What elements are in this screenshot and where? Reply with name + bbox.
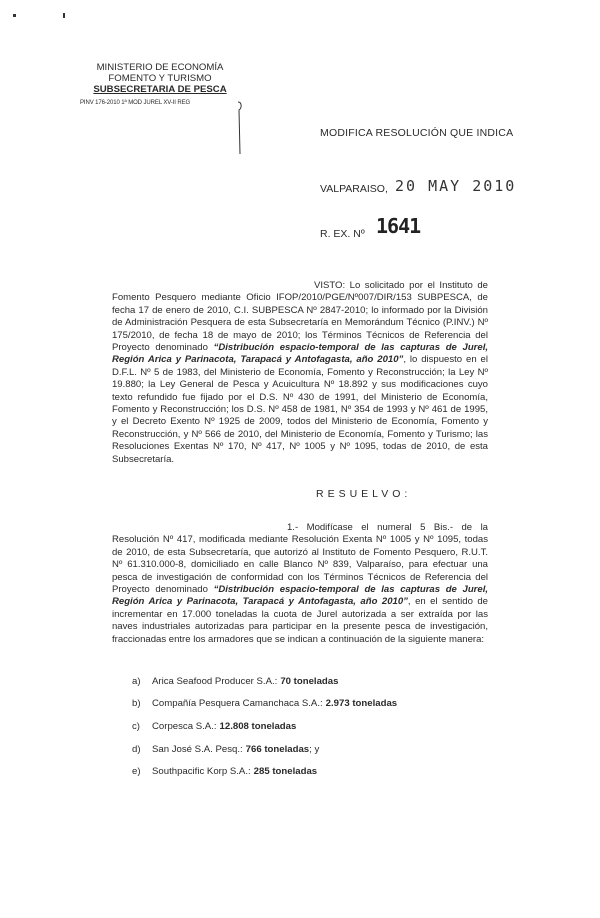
list-letter: c) <box>132 720 140 732</box>
visto-project-name: “Distribución espacio-temporal de las capturas de Jurel, Región Arica y Parinacota, Tarapacá y Antofagasta, año 2010” <box>112 342 488 366</box>
resolution-number: 1641 <box>376 214 421 238</box>
article-1-project-name: “Distribución espacio-temporal de las capturas de Jurel, Región Arica y Parinacota, Tarapacá y Antofagasta, año 2010” <box>112 584 488 608</box>
list-item <box>132 693 397 716</box>
resolution-label: R. EX. Nº <box>320 228 365 240</box>
list-letter: b) <box>132 698 141 710</box>
company-name: Corpesca S.A.: <box>152 720 217 732</box>
visto-label: VISTO: <box>314 280 346 291</box>
quota-amount: 2.973 toneladas <box>325 698 398 710</box>
header-ministry-2: FOMENTO Y TURISMO <box>108 73 212 85</box>
list-item <box>132 760 397 783</box>
quota-amount: 12.808 toneladas <box>219 720 297 732</box>
company-name: Compañía Pesquera Camanchaca S.A.: <box>152 698 323 710</box>
list-item <box>132 670 397 693</box>
visto-paragraph <box>112 280 488 466</box>
header-reference: PINV 176-2010 1ª MOD JUREL XV-II REG <box>80 100 191 106</box>
quota-list <box>132 670 397 783</box>
institution-header <box>80 62 240 96</box>
list-letter: d) <box>132 743 141 755</box>
header-ministry: MINISTERIO DE ECONOMÍA <box>96 62 224 73</box>
quota-amount: 70 toneladas <box>280 675 339 687</box>
resuelvo-heading: RESUELVO: <box>316 488 412 500</box>
place-label: VALPARAISO, <box>320 183 388 195</box>
quota-amount: 285 toneladas <box>253 766 318 778</box>
visto-text-1: Lo solicitado por el Instituto de Fomento Pesquero mediante Oficio IFOP/2010/PGE/Nº007/DIR/153 SUBPESCA, de fecha 17 de enero de 2010, C.I. SUBPESCA Nº 2847-2010; lo informado por la División de Administración Pesquera de esta Subsecretaría en Memorándum Técnico (P.INV.) Nº 175/2010, de fecha 18 de mayo de 2010; los Términos Técnicos de Referencia del Proyecto denominado <box>112 280 488 354</box>
header-subsecretaria: SUBSECRETARIA DE PESCA <box>93 84 227 96</box>
article-1-text-1: 1.- Modifícase el numeral 5 Bis.- de la Resolución Nº 417, modificada mediante Resolución Exenta Nº 1005 y Nº 1095, todas de 2010, de esta Subsecretaría, que autorizó al Instituto de Fomento Pesquero, R.U.T. Nº 61.310.000-8, domiciliado en calle Blanco Nº 839, Valparaíso, para efectuar una pesca de investigación de conformidad con los Términos Técnicos de Referencia del Proyecto denominado <box>112 522 488 596</box>
resolution-article-1 <box>112 522 488 646</box>
company-name: Arica Seafood Producer S.A.: <box>152 675 278 687</box>
company-name: San José S.A. Pesq.: <box>152 743 243 755</box>
list-tail: ; y <box>309 743 320 755</box>
visto-text-2: , lo dispuesto en el D.F.L. Nº 5 de 1983, del Ministerio de Economía, Fomento y Reconstrucción; la Ley Nº 19.880; la Ley General de Pesca y Acuicultura Nº 18.892 y sus modificaciones cuyo texto refundido fue fijado por el D.S. Nº 430 de 1991, del Ministerio de Economía, Fomento y Reconstrucción; los D.S. Nº 458 de 1981, Nº 354 de 1993 y Nº 461 de 1995, y el Decreto Exento Nº 1925 de 2009, todos del Ministerio de Economía, Fomento y Reconstrucción, y Nº 566 de 2010, del Ministerio de Economía, Fomento y Turismo; las Resoluciones Exentas Nº 170, Nº 417, Nº 1005 y Nº 1095, todas de 2010, de esta Subsecretaría. <box>112 354 488 465</box>
article-1-text-2: , en el sentido de incrementar en 17.000 toneladas la cuota de Jurel autorizada a ser extraída por las naves industriales autorizadas para participar en la presente pesca de investigación, fraccionadas entre los armadores que se indican a continuación de la siguiente manera: <box>112 596 488 645</box>
list-letter: a) <box>132 675 141 687</box>
list-item <box>132 715 397 738</box>
company-name: Southpacific Korp S.A.: <box>152 766 251 778</box>
scan-speck <box>13 14 16 17</box>
date-stamp: 20 MAY 2010 <box>395 177 517 195</box>
list-item <box>132 738 397 761</box>
list-letter: e) <box>132 766 141 778</box>
scan-speck <box>63 13 65 18</box>
document-title: MODIFICA RESOLUCIÓN QUE INDICA <box>320 127 514 139</box>
quota-amount: 766 toneladas <box>245 743 310 755</box>
handwritten-mark <box>235 100 245 156</box>
